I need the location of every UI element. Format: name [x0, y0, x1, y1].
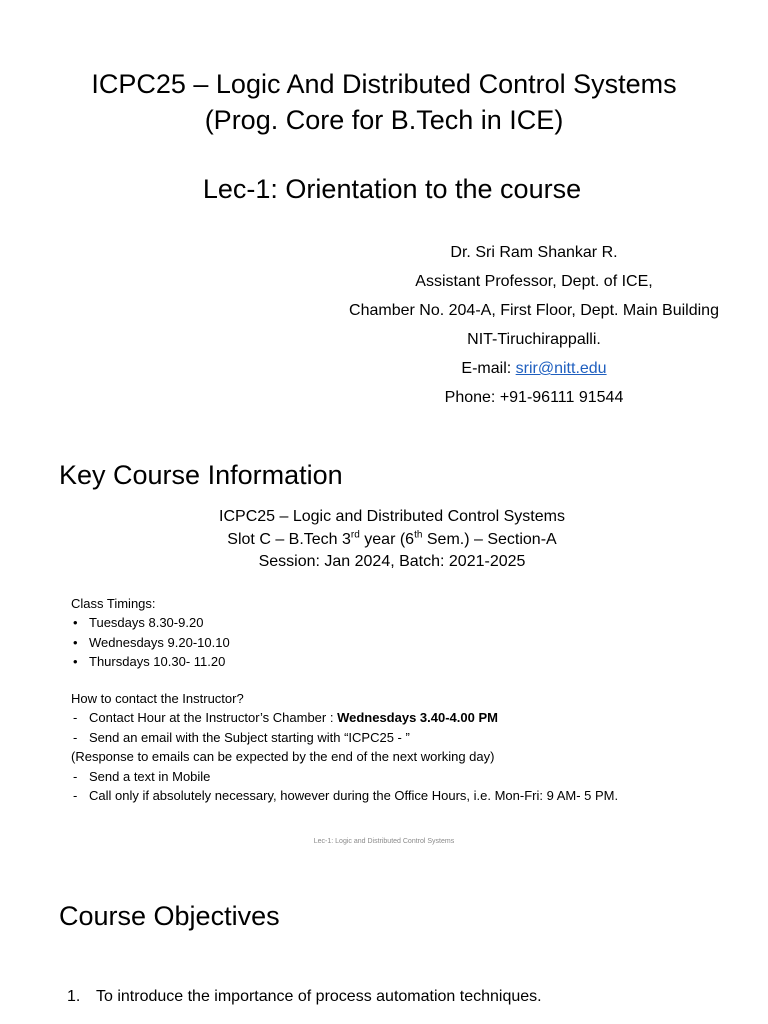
instructor-phone: Phone: +91-96111 91544: [444, 389, 624, 406]
course-title-line1: ICPC25 – Logic And Distributed Control Systems: [91, 69, 677, 99]
class-timings: [71, 594, 230, 672]
key-course-info-heading: Key Course Information: [59, 460, 343, 490]
class-timings-list: [71, 613, 230, 671]
instructor-designation: Assistant Professor, Dept. of ICE,: [415, 273, 653, 290]
objective-number: 1.: [67, 988, 81, 1005]
email-response-note: (Response to emails can be expected by the end of the next working day): [71, 749, 495, 765]
email-link[interactable]: srir@nitt.edu: [515, 360, 607, 377]
session-line: Session: Jan 2024, Batch: 2021-2025: [258, 553, 526, 570]
course-title-line2: (Prog. Core for B.Tech in ICE): [204, 105, 564, 135]
objectives-list: [67, 986, 542, 1008]
contact-instructor-section: [71, 689, 618, 805]
lecture-title: Lec-1: Orientation to the course: [202, 174, 582, 204]
slide-footer: Lec-1: Logic and Distributed Control Systems: [313, 838, 455, 845]
instructor-email-line: [300, 354, 768, 383]
slot-prefix: Slot C – B.Tech 3: [227, 530, 351, 548]
contact-label: How to contact the Instructor?: [71, 691, 244, 706]
call-item: - Call only if absolutely necessary, however during the Office Hours, i.e. Mon-Fri: 9 AM- 5 PM.: [71, 786, 618, 805]
instructor-institute: NIT-Tiruchirappalli.: [467, 331, 601, 348]
timing-item: • Tuesdays 8.30-9.20: [71, 613, 230, 632]
objective-item: [67, 986, 542, 1008]
timing-item: • Thursdays 10.30- 11.20: [71, 652, 230, 671]
slot-sup-th: th: [414, 529, 423, 541]
email-label: E-mail:: [461, 360, 516, 377]
slot-line: [0, 529, 768, 552]
timing-item: • Wednesdays 9.20-10.10: [71, 633, 230, 652]
slot-mid: year (6: [359, 530, 415, 548]
text-item: - Send a text in Mobile: [71, 767, 618, 786]
email-item: - Send an email with the Subject starting with “ICPC25 - ”: [71, 728, 618, 747]
contact-hour-time: Wednesdays 3.40-4.00 PM: [337, 710, 498, 726]
contact-hour-item: [71, 708, 618, 727]
instructor-name: Dr. Sri Ram Shankar R.: [450, 244, 618, 261]
class-timings-label: Class Timings:: [71, 596, 156, 611]
course-line: ICPC25 – Logic and Distributed Control Systems: [219, 508, 565, 525]
course-info-block: [0, 506, 768, 574]
course-objectives-heading: Course Objectives: [59, 901, 280, 931]
slot-suffix: Sem.) – Section-A: [422, 530, 557, 548]
slot-sup-rd: rd: [350, 529, 360, 541]
instructor-chamber: Chamber No. 204-A, First Floor, Dept. Main Building: [349, 302, 719, 319]
course-title: [0, 66, 768, 138]
instructor-contact-block: [300, 238, 768, 412]
contact-hour-prefix: Contact Hour at the Instructor’s Chamber :: [89, 710, 338, 726]
objective-text: To introduce the importance of process automation techniques.: [96, 988, 542, 1005]
